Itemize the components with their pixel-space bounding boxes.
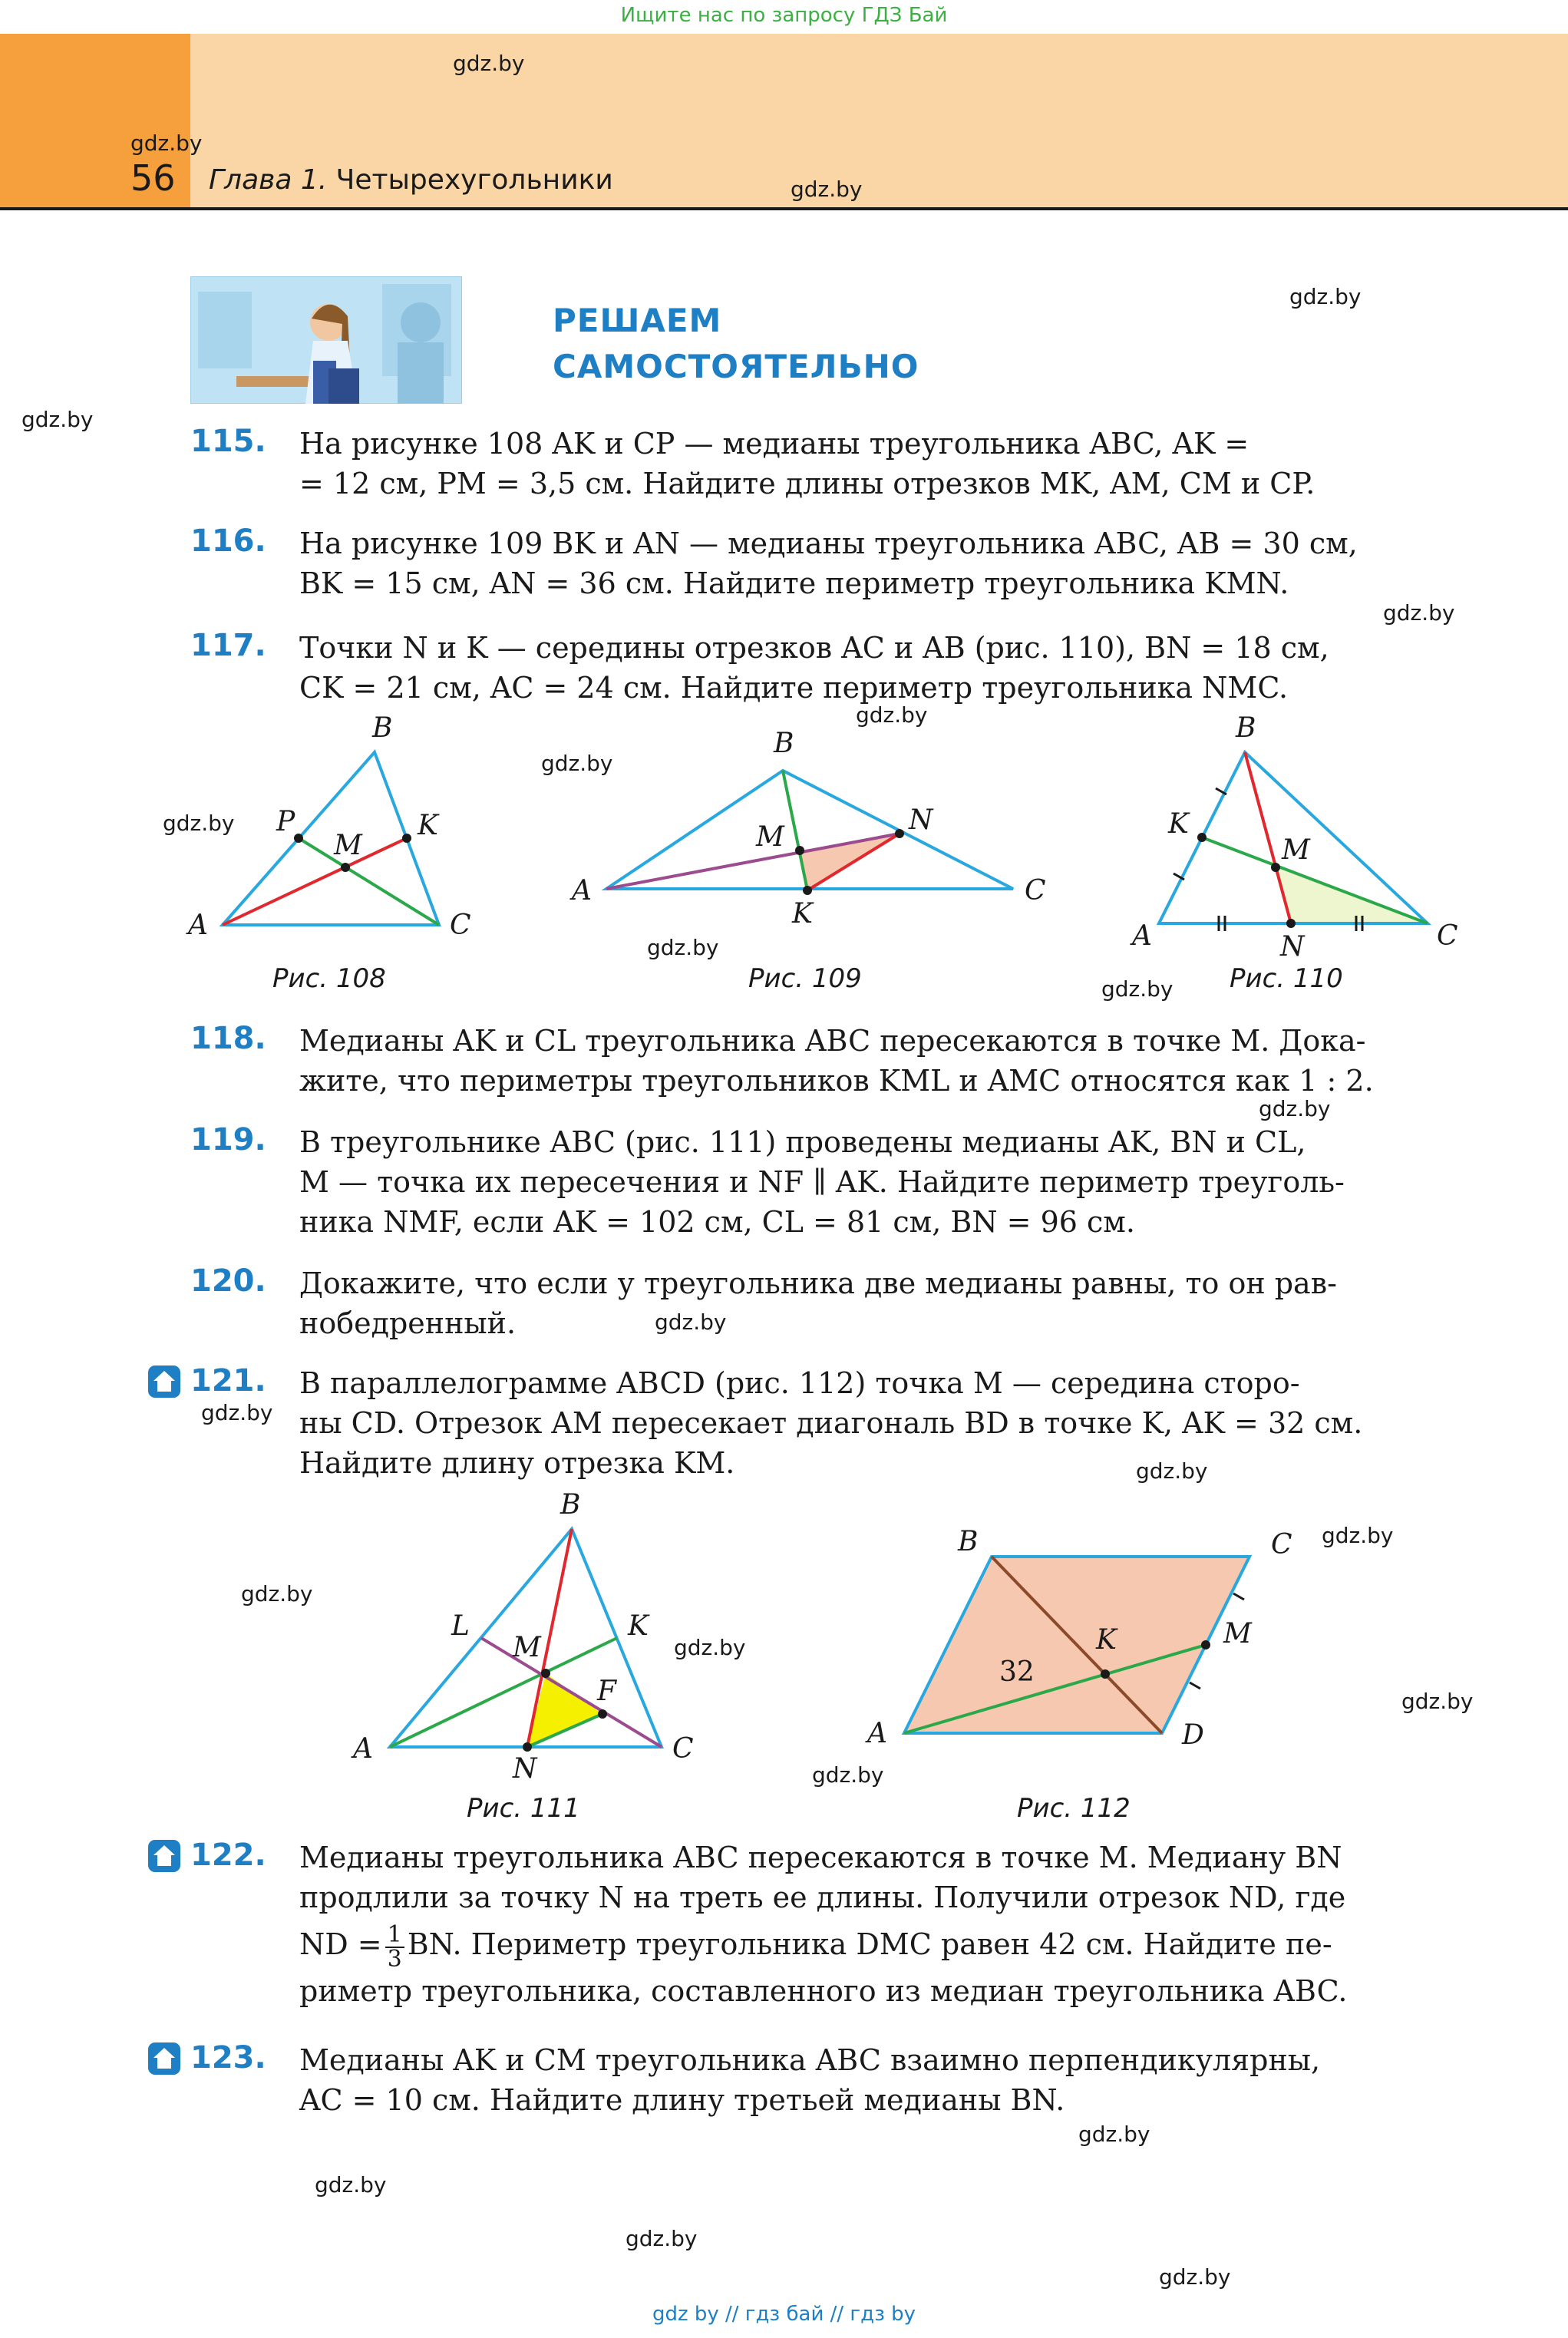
label-M: M: [334, 830, 362, 861]
label-N: N: [1280, 931, 1305, 963]
problem-120-text: Докажите, что если у треугольника две медианы равны, то он рав- нобедренный.: [299, 1266, 1337, 1340]
watermark: gdz.by: [1159, 2264, 1231, 2290]
watermark: gdz.by: [626, 2226, 698, 2251]
figure-112-caption: Рис. 112: [1017, 1793, 1131, 1824]
problem-number: 121.: [190, 1363, 266, 1399]
label-A: A: [867, 1718, 887, 1749]
label-C: C: [672, 1733, 694, 1765]
label-K: K: [1168, 808, 1189, 840]
label-N: N: [513, 1753, 537, 1781]
watermark: gdz.by: [130, 130, 203, 156]
problem-118-text: Медианы AK и CL треугольника ABC пересекаются в точке M. Дока- жите, что периметры треугольников KML и AMC относятся как 1 : 2.: [299, 1024, 1374, 1098]
footer-links[interactable]: gdz by // гдз бай // гдз by: [652, 2303, 916, 2326]
watermark: gdz.by: [163, 811, 235, 836]
figure-110-caption: Рис. 110: [1230, 963, 1343, 994]
watermark: gdz.by: [1289, 284, 1362, 309]
label-P: P: [276, 806, 295, 837]
problem-number: 117.: [190, 628, 266, 663]
watermark: gdz.by: [1136, 1458, 1208, 1484]
segment-length-label: 32: [999, 1656, 1035, 1688]
watermark: gdz.by: [1322, 1523, 1394, 1548]
watermark: gdz.by: [541, 751, 613, 776]
problem-121-text: В параллелограмме ABCD (рис. 112) точка M — середина сторо- ны CD. Отрезок AM пересекает диагональ BD в точке K, AK = 32 см. Найдите длину отрезка KM.: [299, 1366, 1363, 1480]
chapter-title: Глава 1. Четырехугольники: [209, 164, 613, 196]
figure-111: [338, 1489, 729, 1781]
problem-115-text: На рисунке 108 AK и CP — медианы треугольника ABC, AK = = 12 см, PM = 3,5 см. Найдите длины отрезков MK, AM, CM и CP.: [299, 427, 1315, 500]
label-B: B: [958, 1527, 979, 1557]
page-number: 56: [130, 157, 176, 199]
figure-109: [560, 722, 1082, 944]
problem-123-text: Медианы AK и CM треугольника ABC взаимно перпендикулярны, AC = 10 см. Найдите длину третьей медианы BN.: [299, 2043, 1321, 2117]
label-K: K: [418, 810, 438, 841]
student-illustration: [190, 276, 462, 404]
label-A: A: [572, 875, 592, 906]
label-A: A: [188, 910, 208, 941]
problem-116-text: На рисунке 109 BK и AN — медианы треугольника ABC, AB = 30 см, BK = 15 см, AN = 36 см. Найдите периметр треугольника KMN.: [299, 527, 1358, 600]
home-task-icon: [147, 1839, 181, 1873]
label-A: A: [1132, 920, 1152, 952]
problem-117-text: Точки N и K — середины отрезков AC и AB (рис. 110), BN = 18 см, CK = 21 см, AC = 24 см. Найдите периметр треугольника NMC.: [299, 631, 1329, 705]
figure-111-caption: Рис. 111: [467, 1793, 580, 1824]
label-B: B: [1236, 712, 1256, 744]
label-M: M: [756, 821, 784, 853]
label-B: B: [560, 1489, 581, 1521]
watermark: gdz.by: [1078, 2122, 1150, 2147]
label-K: K: [792, 898, 813, 930]
label-D: D: [1182, 1719, 1204, 1751]
watermark: gdz.by: [655, 1309, 727, 1335]
label-N: N: [909, 804, 933, 836]
figure-108: [177, 710, 499, 963]
label-B: B: [774, 728, 794, 759]
label-C: C: [1025, 875, 1046, 906]
problem-number: 116.: [190, 523, 266, 559]
watermark: gdz.by: [1101, 976, 1174, 1002]
figure-109-caption: Рис. 109: [748, 963, 862, 994]
section-title: РЕШАЕМ САМОСТОЯТЕЛЬНО: [553, 302, 919, 385]
figure-112: [852, 1527, 1312, 1773]
label-C: C: [1271, 1529, 1292, 1560]
problem-number: 122.: [190, 1838, 266, 1873]
watermark: gdz.by: [21, 407, 94, 432]
label-K: K: [1096, 1624, 1117, 1656]
watermark: gdz.by: [791, 177, 863, 202]
problem-number: 118.: [190, 1021, 266, 1056]
watermark: gdz.by: [647, 935, 719, 960]
home-task-icon: [147, 1365, 181, 1399]
watermark: gdz.by: [674, 1635, 746, 1660]
label-F: F: [597, 1676, 616, 1707]
label-C: C: [450, 910, 471, 941]
problem-122-text: Медианы треугольника ABC пересекаются в точке M. Медиану BN продлили за точку N на треть ее длины. Получили отрезок ND, где ND = $\frac{1}{3}$ BN. Периметр треугольника DMC равен 42 см. Найдите пе- риметр треугольника, составленного из медиан треугольника ABC.: [299, 1841, 1348, 2008]
problem-number: 123.: [190, 2040, 266, 2075]
watermark: gdz.by: [241, 1581, 313, 1607]
label-A: A: [353, 1733, 373, 1765]
problem-number: 120.: [190, 1263, 266, 1299]
label-L: L: [451, 1610, 470, 1642]
header-rule: [0, 207, 1568, 210]
problem-number: 119.: [190, 1122, 266, 1157]
problem-119-text: В треугольнике ABC (рис. 111) проведены медианы AK, BN и CL, M — точка их пересечения и NF ∥ AK. Найдите периметр треуголь- ника NMF, если AK = 102 см, CL = 81 см, BN = 96 см.: [299, 1125, 1345, 1239]
problem-number: 115.: [190, 424, 266, 459]
watermark: gdz.by: [1401, 1689, 1474, 1714]
label-K: K: [628, 1610, 649, 1642]
home-task-icon: [147, 2042, 181, 2075]
fraction-one-third: $\frac{1}{3}$: [385, 1924, 404, 1971]
top-banner: Ищите нас по запросу ГДЗ Бай: [620, 4, 948, 27]
label-M: M: [1223, 1618, 1252, 1649]
watermark: gdz.by: [1383, 600, 1455, 626]
label-M: M: [513, 1632, 541, 1663]
watermark: gdz.by: [201, 1400, 273, 1425]
watermark: gdz.by: [453, 51, 525, 76]
watermark: gdz.by: [315, 2172, 387, 2198]
label-M: M: [1282, 834, 1310, 866]
label-C: C: [1437, 920, 1458, 952]
watermark: gdz.by: [856, 702, 928, 728]
label-B: B: [372, 712, 393, 744]
watermark: gdz.by: [812, 1762, 884, 1788]
figure-108-caption: Рис. 108: [272, 963, 386, 994]
watermark: gdz.by: [1259, 1096, 1331, 1121]
figure-110: [1128, 710, 1481, 963]
